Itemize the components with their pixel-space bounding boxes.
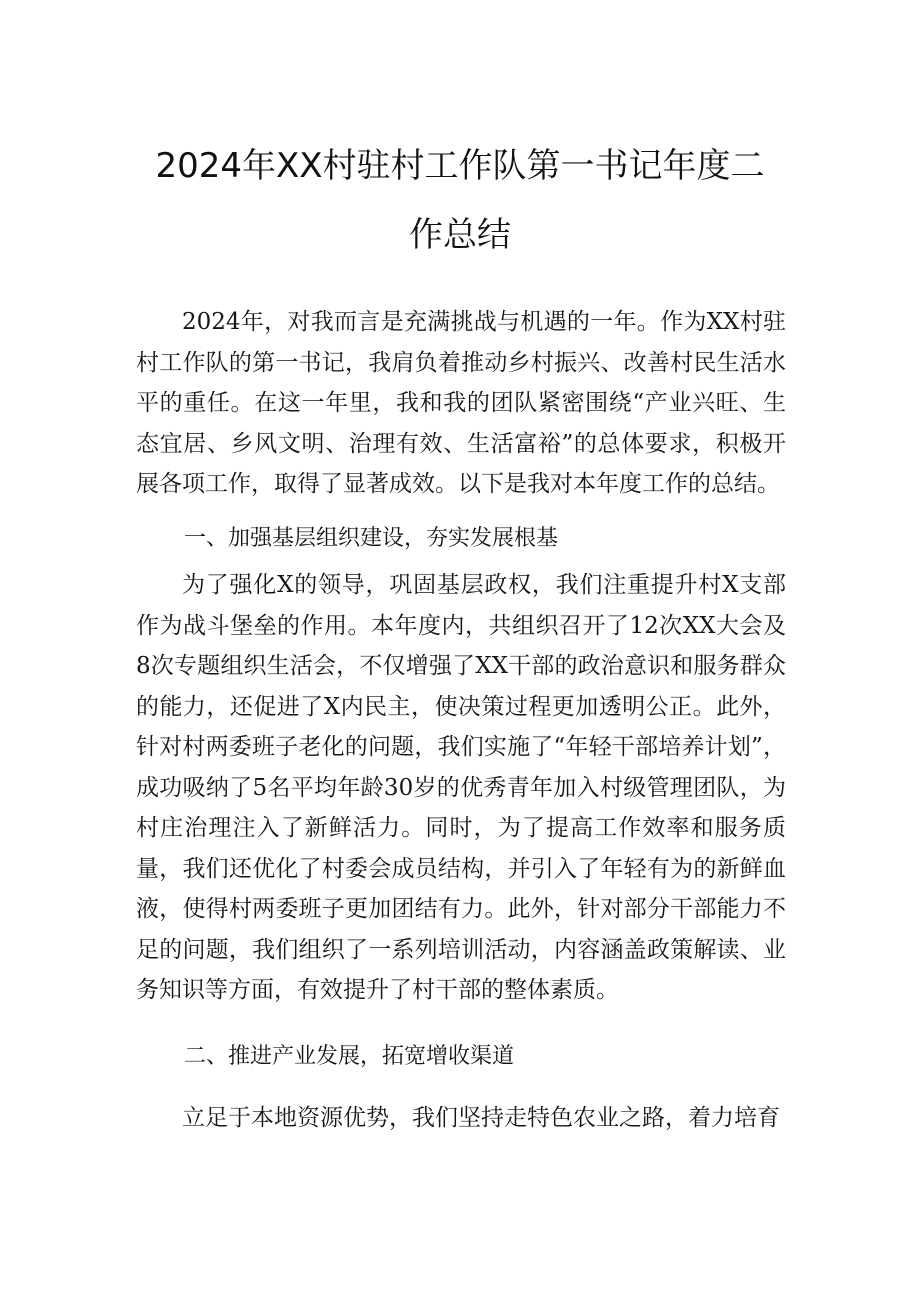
document-title-line2: 作总结 (409, 215, 511, 255)
section-2-paragraph: 立足于本地资源优势，我们坚持走特色农业之路，着力培育 (182, 1105, 780, 1131)
section-heading-1: 一、加强基层组织建设，夯实发展根基 (184, 526, 559, 551)
section-1-paragraph: 为了强化X的领导，巩固基层政权，我们注重提升村X支部作为战斗堡垒的作用。本年度内，共组织召开了12次XX大会及8次专题组织生活会，不仅增强了XX干部的政治意识和服务群众的能力，还促进了X内民主，使决策过程更加透明公正。此外，针对村两委班子老化的问题，我们实施了“年轻干部培养计划”，成功吸纳了5名平均年龄30岁的优秀青年加入村级管理团队，为村庄治理注入了新鲜活力。同时，为了提高工作效率和服务质量，我们还优化了村委会成员结构，并引入了年轻有为的新鲜血液，使得村两委班子更加团结有力。此外，针对部分干部能力不足的问题，我们组织了一系列培训活动，内容涵盖政策解读、业务知识等方面，有效提升了村干部的整体素质。 (136, 572, 786, 1003)
section-heading-2: 二、推进产业发展，拓宽增收渠道 (184, 1044, 515, 1069)
document-title-line1: 2024年XX村驻村工作队第一书记年度二 (155, 146, 765, 186)
intro-paragraph: 2024年，对我而言是充满挑战与机遇的一年。作为XX村驻村工作队的第一书记，我肩负着推动乡村振兴、改善村民生活水平的重任。在这一年里，我和我的团队紧密围绕“产业兴旺、生态宜居、乡风文明、治理有效、生活富裕”的总体要求，积极开展各项工作，取得了显著成效。以下是我对本年度工作的总结。 (136, 309, 786, 497)
